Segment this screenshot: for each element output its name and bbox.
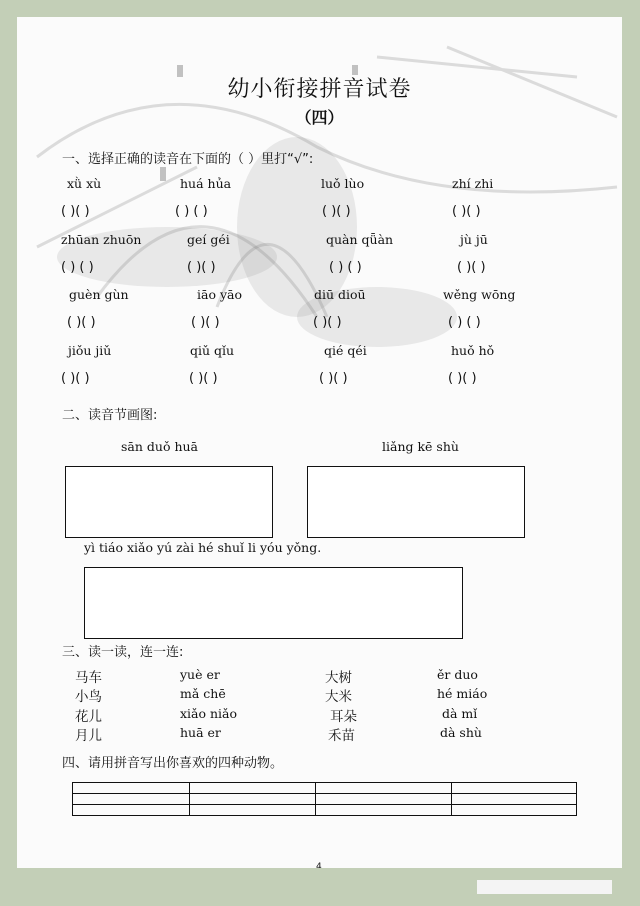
worksheet-title: 幼小衔接拼音试卷 bbox=[227, 77, 412, 102]
pinyin-option: huá hủa bbox=[180, 176, 232, 191]
section4-heading: 四、请用拼音写出你喜欢的四种动物。 bbox=[62, 756, 284, 771]
pinyin-option: qié qéi bbox=[324, 343, 367, 358]
match-pinyin: huā er bbox=[180, 725, 221, 740]
answer-cell[interactable] bbox=[190, 783, 316, 794]
answer-parens[interactable]: ( )( ) bbox=[457, 260, 486, 275]
section1-heading: 一、选择正确的读音在下面的（ ）里打“√”: bbox=[62, 152, 314, 167]
answer-parens[interactable]: ( )( ) bbox=[322, 204, 351, 219]
drawing-prompt-1: sān duǒ huā bbox=[121, 439, 198, 454]
pinyin-option: jù jū bbox=[460, 232, 488, 247]
pinyin-option: luǒ lùo bbox=[321, 176, 365, 191]
answer-cell[interactable] bbox=[452, 783, 577, 794]
match-pinyin: xiǎo niǎo bbox=[180, 706, 238, 721]
section3-heading: 三、读一读，连一连: bbox=[62, 645, 184, 660]
drawing-prompt-3: yì tiáo xiǎo yú zài hé shuǐ li yóu yǒng. bbox=[84, 540, 322, 555]
answer-parens[interactable]: ( )( ) bbox=[187, 260, 216, 275]
drawing-box-1[interactable] bbox=[65, 466, 273, 538]
answer-parens[interactable]: ( ) ( ) bbox=[329, 260, 362, 275]
answer-cell[interactable] bbox=[73, 805, 190, 816]
answer-parens[interactable]: ( )( ) bbox=[191, 315, 220, 330]
answer-parens[interactable]: ( )( ) bbox=[189, 371, 218, 386]
bridge-watermark bbox=[17, 17, 622, 868]
answer-grid bbox=[72, 782, 577, 816]
answer-cell[interactable] bbox=[452, 794, 577, 805]
answer-parens[interactable]: ( )( ) bbox=[67, 315, 96, 330]
worksheet-page bbox=[17, 17, 622, 868]
answer-cell[interactable] bbox=[73, 783, 190, 794]
match-word: 月儿 bbox=[75, 728, 102, 744]
match-pinyin: yuè er bbox=[180, 667, 220, 682]
answer-cell[interactable] bbox=[316, 805, 452, 816]
answer-parens[interactable]: ( ) ( ) bbox=[61, 260, 94, 275]
match-pinyin: dà shù bbox=[440, 725, 482, 740]
answer-cell[interactable] bbox=[73, 794, 190, 805]
match-word: 大米 bbox=[325, 689, 352, 705]
answer-cell[interactable] bbox=[190, 794, 316, 805]
pinyin-option: diū dioū bbox=[314, 287, 366, 302]
match-word: 禾苗 bbox=[328, 728, 355, 744]
match-word: 大树 bbox=[325, 670, 352, 686]
answer-cell[interactable] bbox=[190, 805, 316, 816]
answer-cell[interactable] bbox=[316, 783, 452, 794]
scan-edge bbox=[477, 880, 612, 894]
pinyin-option: zhí zhi bbox=[452, 176, 494, 191]
match-word: 小鸟 bbox=[75, 689, 102, 705]
answer-parens[interactable]: ( )( ) bbox=[61, 371, 90, 386]
answer-parens[interactable]: ( ) ( ) bbox=[175, 204, 208, 219]
drawing-prompt-2: liǎng kē shù bbox=[382, 439, 459, 454]
pinyin-option: huǒ hǒ bbox=[451, 343, 495, 358]
match-pinyin: mǎ chē bbox=[180, 686, 226, 701]
match-pinyin: dà mǐ bbox=[442, 706, 478, 721]
answer-parens[interactable]: ( )( ) bbox=[319, 371, 348, 386]
answer-parens[interactable]: ( )( ) bbox=[61, 204, 90, 219]
match-word: 耳朵 bbox=[330, 709, 357, 725]
answer-parens[interactable]: ( )( ) bbox=[452, 204, 481, 219]
drawing-box-3[interactable] bbox=[84, 567, 463, 639]
match-word: 花儿 bbox=[75, 709, 102, 725]
page-number: 4 bbox=[316, 862, 322, 868]
pinyin-option: zhūan zhuōn bbox=[61, 232, 142, 247]
worksheet-subtitle: （四） bbox=[295, 108, 344, 127]
match-pinyin: ěr duo bbox=[437, 667, 478, 682]
answer-parens[interactable]: ( )( ) bbox=[313, 315, 342, 330]
match-pinyin: hé miáo bbox=[437, 686, 488, 701]
answer-parens[interactable]: ( ) ( ) bbox=[448, 315, 481, 330]
pinyin-option: jiǒu jiǔ bbox=[68, 343, 112, 358]
answer-parens[interactable]: ( )( ) bbox=[448, 371, 477, 386]
answer-cell[interactable] bbox=[452, 805, 577, 816]
section2-heading: 二、读音节画图: bbox=[62, 408, 158, 423]
answer-cell[interactable] bbox=[316, 794, 452, 805]
drawing-box-2[interactable] bbox=[307, 466, 525, 538]
pinyin-option: geí géi bbox=[187, 232, 230, 247]
pinyin-option: iāo yāo bbox=[197, 287, 242, 302]
match-word: 马车 bbox=[75, 670, 102, 686]
pinyin-option: guèn gùn bbox=[69, 287, 129, 302]
pinyin-option: wěng wōng bbox=[443, 287, 516, 302]
pinyin-option: qiǔ qǐu bbox=[190, 343, 235, 358]
pinyin-option: xǜ xù bbox=[67, 176, 102, 191]
pinyin-option: quàn qǖàn bbox=[326, 232, 394, 247]
